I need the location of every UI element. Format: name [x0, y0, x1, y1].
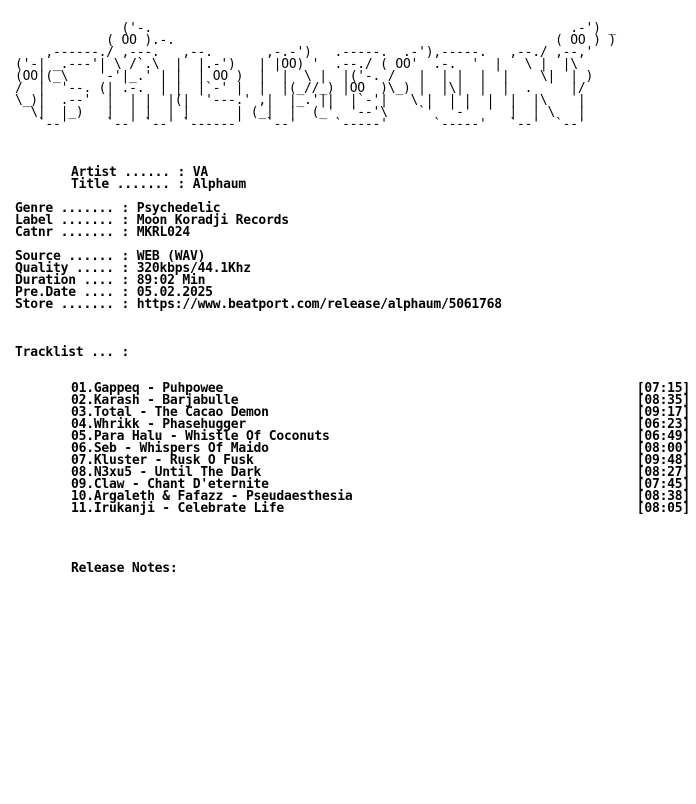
track-title: 08.N3xu5 - Until The Dark	[71, 465, 262, 480]
predate-label: Pre.Date .... :	[15, 285, 130, 300]
quality-label: Quality ..... :	[15, 261, 130, 276]
title-label: Title ....... :	[71, 177, 186, 192]
track-duration: [07:15]	[636, 381, 690, 396]
source-label: Source ...... :	[15, 249, 130, 264]
ascii-logo: ('-. .-') _ ( OO ).-. ( OO ) ) ,------./ ,---. ,--. ,-.-') .-----. .-'),-----. ,--./ ,--,' ('-| _.---'| \ /`.\ | |.-') | |OO) ' .--./ ( OO' .-. ' | \ | |\ (OO|(_\ '-'|_.' | | | OO ) | | \ | |('-. / | | | | | \| | ) / | '--. (| .-. | | |`-' | | |(_//_) |OO )\_) | |\| | | . |/ \_)| .--' | | | |(| '---.' ,| |_.'|| |`-'| \ | | | | | |\ | \| |_) | | | | | | (_| | (_' '--'\ `' '-' ' | | \ | `--' `--' `--' `------' `--' `-----' `-----' `--' `--'	[15, 21, 616, 132]
track-title: 07.Kluster - Rusk O Fusk	[71, 453, 254, 468]
duration-value: 89:02 Min	[136, 273, 206, 288]
track-title: 04.Whrikk - Phasehugger	[71, 417, 246, 432]
tracklist	[15, 383, 690, 515]
track-duration: [08:38]	[636, 489, 690, 504]
release-notes-heading: Release Notes:	[71, 561, 178, 576]
title-row	[15, 179, 690, 191]
tracklist-heading: Tracklist ... :	[15, 345, 130, 360]
track-title: 10.Argaleth & Fafazz - Pseudaesthesia	[71, 489, 353, 504]
track-title: 09.Claw - Chant D'eternite	[71, 477, 269, 492]
track-row	[15, 503, 690, 515]
artist-value: VA	[192, 165, 208, 180]
label-value: Moon Koradji Records	[136, 213, 289, 228]
source-value: WEB (WAV)	[136, 249, 206, 264]
label-label: Label ....... :	[15, 213, 130, 228]
track-title: 11.Irukanji - Celebrate Life	[71, 501, 284, 516]
catnr-label: Catnr ....... :	[15, 225, 130, 240]
store-url[interactable]: https://www.beatport.com/release/alphaum/5061768	[136, 297, 502, 312]
catnr-value: MKRL024	[136, 225, 190, 240]
track-duration: [09:17]	[636, 405, 690, 420]
track-duration: [07:45]	[636, 477, 690, 492]
store-label: Store ....... :	[15, 297, 130, 312]
catnr-row	[15, 227, 690, 239]
track-duration: [09:48]	[636, 453, 690, 468]
quality-value: 320kbps/44.1Khz	[136, 261, 251, 276]
track-duration: [08:05]	[636, 501, 690, 516]
track-duration: [08:00]	[636, 441, 690, 456]
predate-value: 05.02.2025	[136, 285, 213, 300]
track-title: 02.Karash - Barjabulle	[71, 393, 239, 408]
nfo-document	[15, 0, 690, 804]
track-title: 01.Gappeq - Puhpowee	[71, 381, 224, 396]
duration-label: Duration .... :	[15, 273, 130, 288]
track-title: 03.Total - The Cacao Demon	[71, 405, 269, 420]
track-duration: [06:49]	[636, 429, 690, 444]
track-title: 05.Para Halu - Whistle Of Coconuts	[71, 429, 330, 444]
store-row	[15, 299, 690, 311]
track-duration: [08:35]	[636, 393, 690, 408]
track-duration: [06:23]	[636, 417, 690, 432]
artist-label: Artist ...... :	[71, 165, 186, 180]
title-value: Alphaum	[192, 177, 246, 192]
genre-value: Psychedelic	[136, 201, 221, 216]
track-title: 06.Seb - Whispers Of Maido	[71, 441, 269, 456]
genre-label: Genre ....... :	[15, 201, 130, 216]
track-duration: [08:27]	[636, 465, 690, 480]
